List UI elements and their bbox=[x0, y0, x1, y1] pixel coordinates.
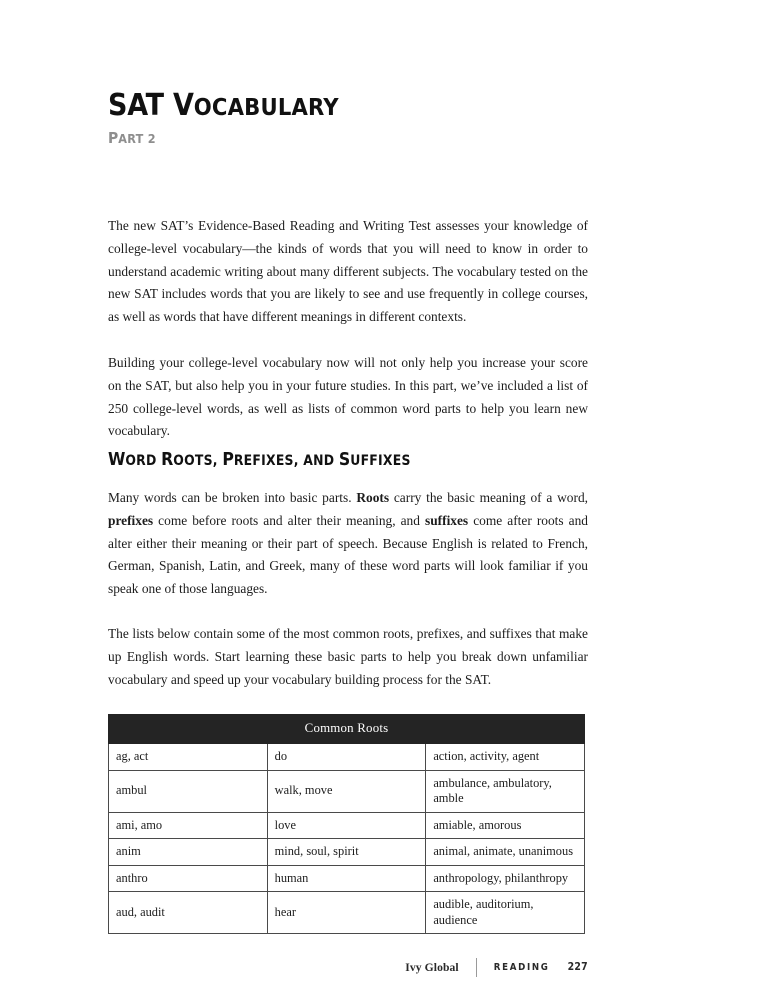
common-roots-table bbox=[108, 714, 585, 934]
footer-page-number: 227 bbox=[567, 961, 588, 973]
title-block bbox=[108, 88, 588, 147]
heading-rest-suffixes: UFFIXES bbox=[350, 453, 411, 469]
table-row bbox=[109, 839, 585, 866]
term-prefixes: prefixes bbox=[108, 512, 154, 528]
table-row bbox=[109, 892, 585, 934]
page-footer bbox=[108, 957, 588, 979]
cell-examples: amiable, amorous bbox=[426, 812, 585, 839]
cell-root: anim bbox=[109, 839, 268, 866]
heading-rest-prefixes: REFIXES, AND bbox=[233, 453, 339, 469]
cell-meaning: human bbox=[267, 865, 426, 892]
table-row bbox=[109, 770, 585, 812]
cell-examples: anthropology, philanthropy bbox=[426, 865, 585, 892]
cell-root: ami, amo bbox=[109, 812, 268, 839]
table-row bbox=[109, 865, 585, 892]
cell-root: ambul bbox=[109, 770, 268, 812]
table-head bbox=[109, 715, 585, 744]
page-subtitle-lead: P bbox=[108, 129, 119, 147]
heading-lead-suffixes: S bbox=[338, 450, 351, 470]
section-heading-word-roots bbox=[108, 445, 588, 470]
cell-root: ag, act bbox=[109, 744, 268, 771]
table-row bbox=[109, 812, 585, 839]
page-title bbox=[108, 88, 588, 123]
heading-lead-prefixes: P bbox=[222, 450, 234, 470]
cell-examples: animal, animate, unanimous bbox=[426, 839, 585, 866]
common-roots-table-wrapper bbox=[108, 714, 585, 934]
p3-segment-4: come after roots and alter either their meaning or their part of speech. Because English is related to French, German, Spanish, Latin, and Greek, many of these word parts will look familiar if you speak one of those languages. bbox=[108, 512, 588, 597]
table-title-row bbox=[109, 715, 585, 744]
heading-rest-roots: OOTS, bbox=[173, 453, 223, 469]
body-paragraph-lists-intro: The lists below contain some of the most common roots, prefixes, and suffixes that make up English words. Start learning these basic parts to help you break down unfamiliar vocabulary and speed up your vocabulary building process for the SAT. bbox=[108, 626, 588, 687]
cell-examples: audible, auditorium, audience bbox=[426, 892, 585, 934]
page-subtitle-rest: ART 2 bbox=[118, 131, 156, 146]
table-title: Common Roots bbox=[109, 715, 585, 744]
page-title-lead: SAT V bbox=[108, 88, 194, 123]
footer-brand: Ivy Global bbox=[405, 960, 459, 974]
intro-paragraph-2: Building your college-level vocabulary now will not only help you increase your score on the SAT, but also help you in your future studies. In this part, we’ve included a list of 250 college-level words, as well as lists of common word parts to help you learn new vocabulary. bbox=[108, 355, 588, 439]
cell-root: anthro bbox=[109, 865, 268, 892]
footer-section-label: READING bbox=[493, 961, 550, 973]
page-subtitle bbox=[108, 130, 588, 147]
p3-segment-3: come before roots and alter their meaning, and bbox=[153, 512, 425, 528]
term-roots: Roots bbox=[356, 490, 390, 505]
page-title-rest: OCABULARY bbox=[193, 93, 339, 121]
cell-examples: ambulance, ambulatory, amble bbox=[426, 770, 585, 812]
intro-paragraph-1: The new SAT’s Evidence-Based Reading and Writing Test assesses your knowledge of college-level vocabulary—the kinds of words that you will need to know in order to understand academic writing about many different subjects. The vocabulary tested on the new SAT includes words that you are likely to see and use frequently in college courses, as well as words that have different meanings in different contexts. bbox=[108, 218, 588, 325]
table-row bbox=[109, 744, 585, 771]
cell-meaning: walk, move bbox=[267, 770, 426, 812]
body-paragraph-roots-definition bbox=[108, 487, 588, 601]
cell-meaning: love bbox=[267, 812, 426, 839]
heading-lead-roots: R bbox=[161, 450, 174, 470]
heading-lead-word: W bbox=[108, 450, 126, 470]
cell-meaning: hear bbox=[267, 892, 426, 934]
term-suffixes: suffixes bbox=[425, 512, 469, 528]
cell-root: aud, audit bbox=[109, 892, 268, 934]
cell-meaning: do bbox=[267, 744, 426, 771]
p3-segment-2: carry the basic meaning of a word, bbox=[389, 490, 588, 505]
p3-segment-1: Many words can be broken into basic parts. bbox=[108, 490, 357, 505]
footer-divider bbox=[476, 958, 477, 977]
cell-examples: action, activity, agent bbox=[426, 744, 585, 771]
table-body bbox=[109, 744, 585, 934]
footer-content bbox=[405, 957, 588, 977]
cell-meaning: mind, soul, spirit bbox=[267, 839, 426, 866]
heading-rest-word: ORD bbox=[125, 453, 162, 469]
